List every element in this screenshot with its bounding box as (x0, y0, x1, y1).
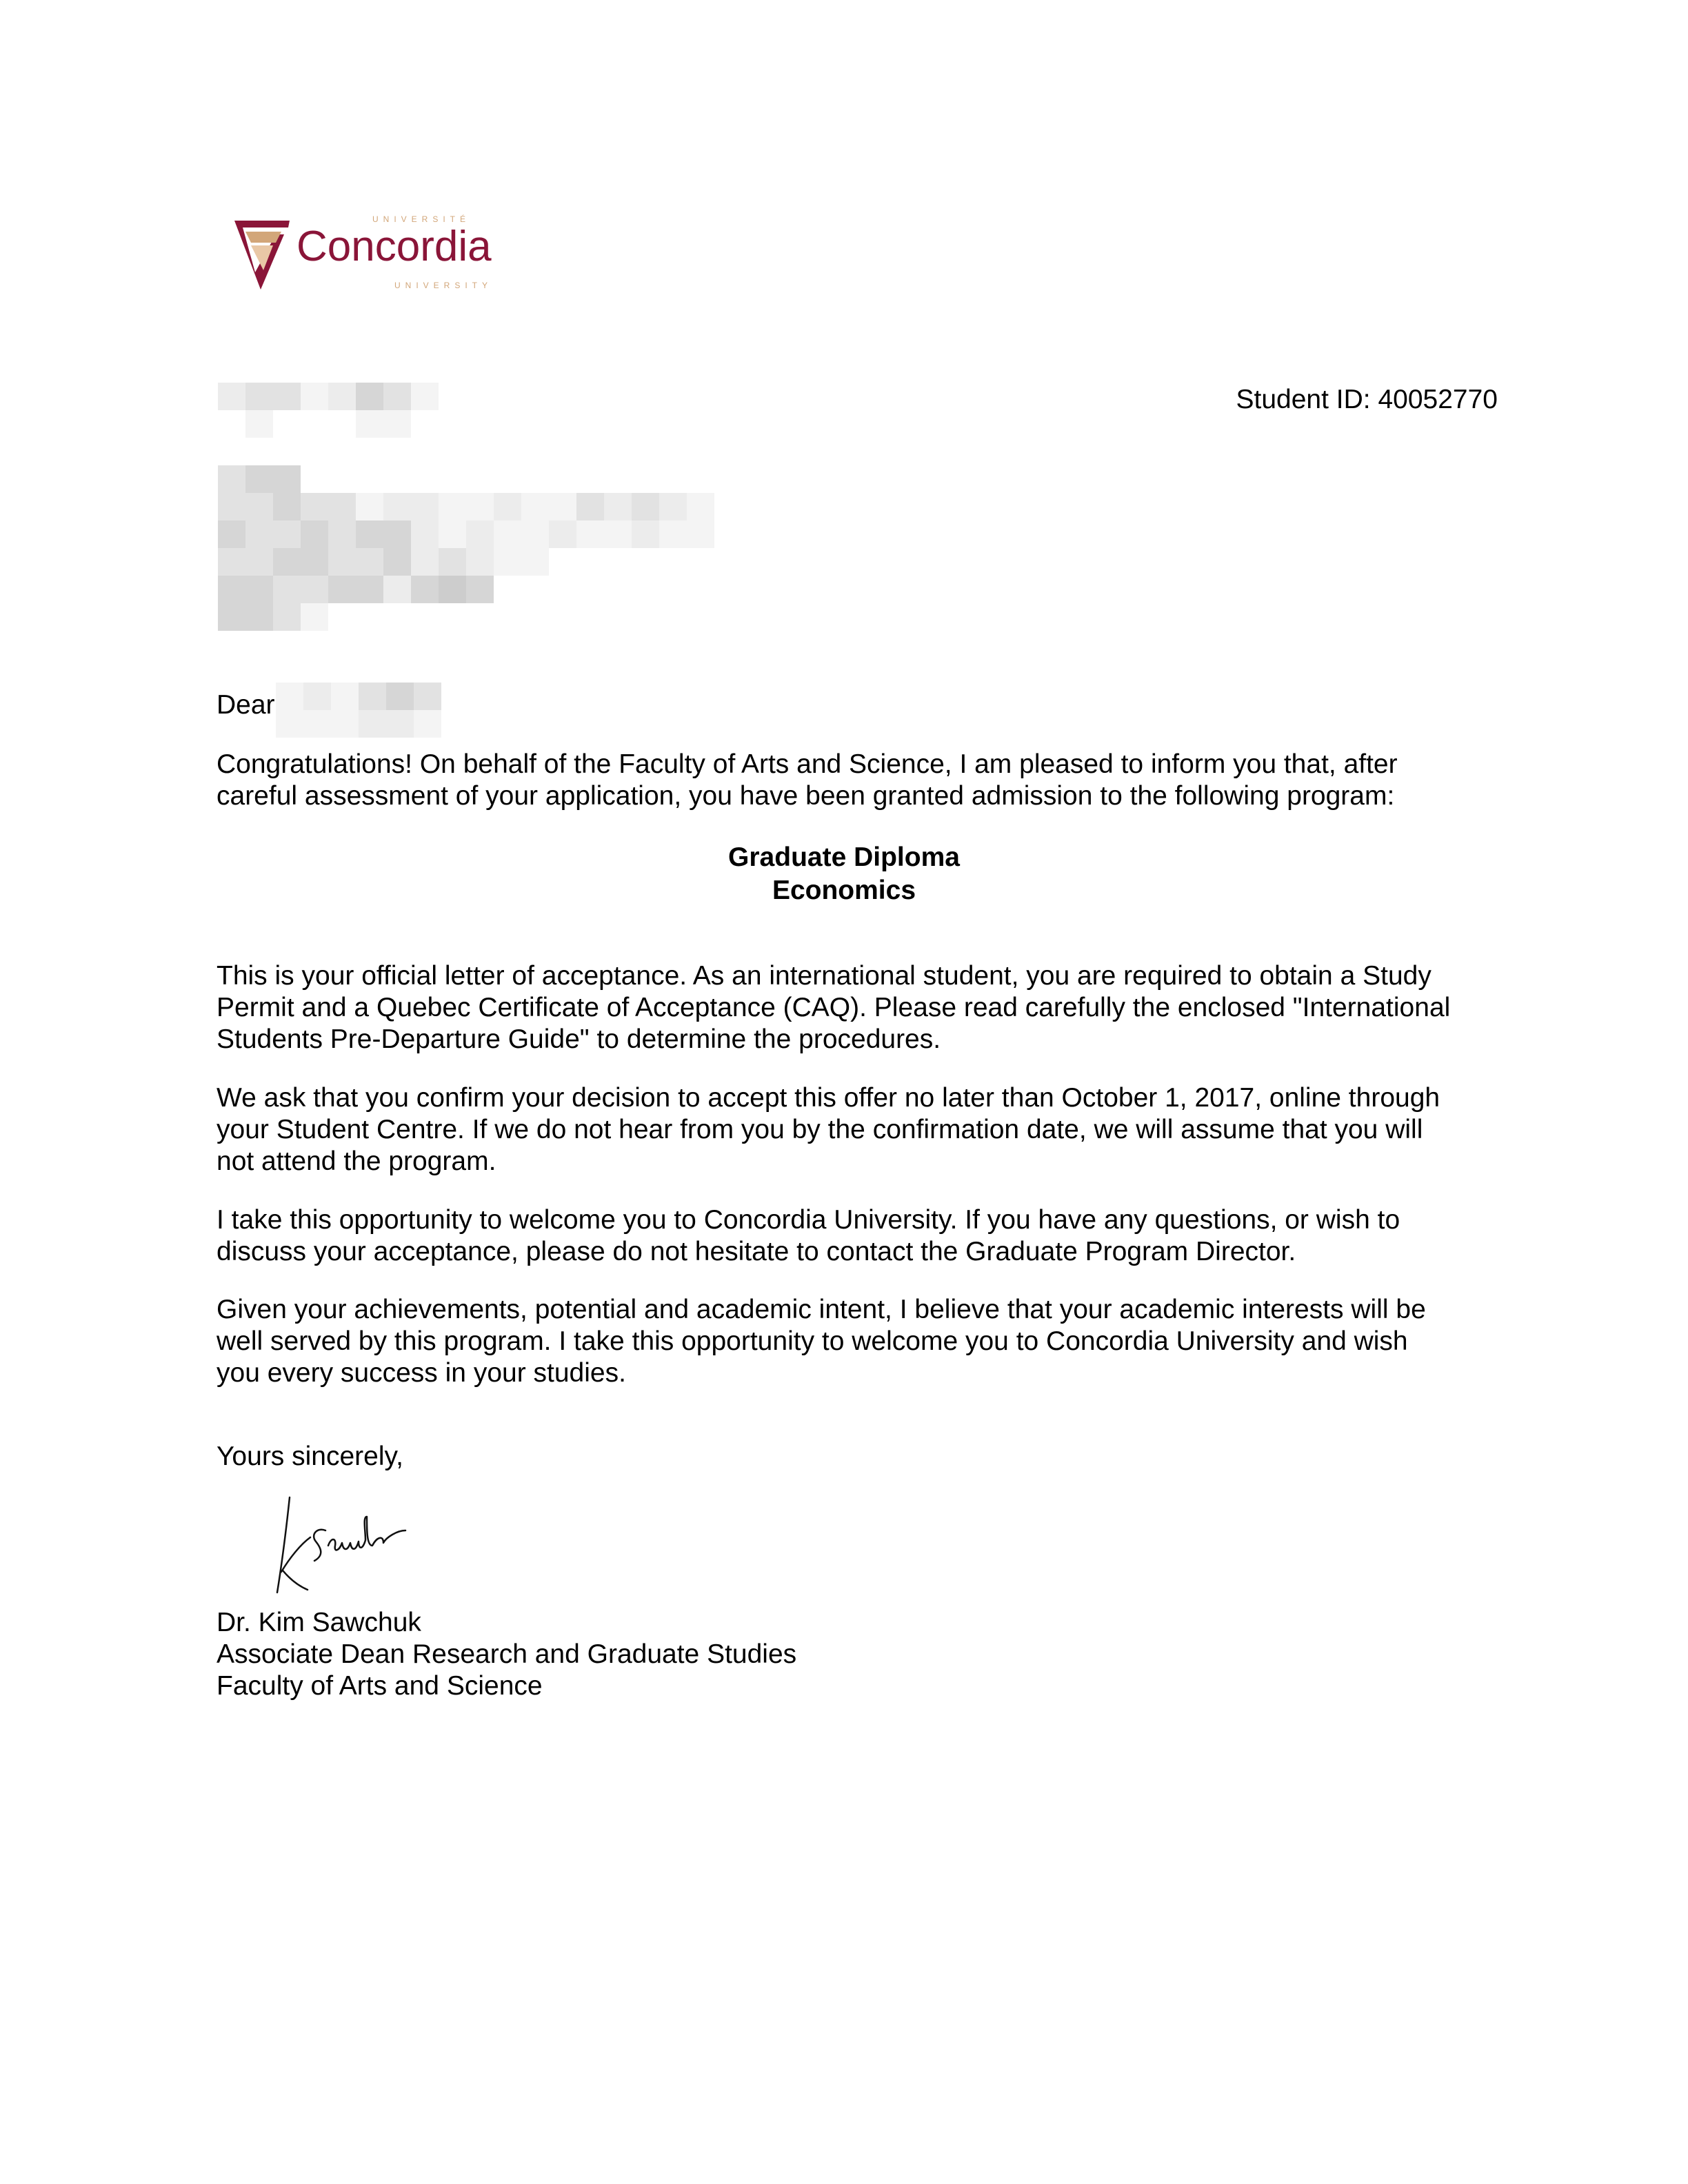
redaction-pixel (245, 548, 273, 576)
redaction-pixel (411, 383, 439, 410)
redaction-pixel (301, 383, 328, 410)
redaction-pixel (659, 465, 687, 493)
redaction-pixel (245, 576, 273, 603)
redaction-pixel (521, 548, 549, 576)
text-line: careful assessment of your application, you have been granted admission to the following program: (217, 781, 1395, 811)
redaction-pixel (331, 710, 359, 738)
redaction-pixel (466, 520, 494, 548)
redaction-pixel (273, 576, 301, 603)
redaction-pixel (659, 520, 687, 548)
redaction-pixel (439, 465, 466, 493)
redaction-pixel (359, 710, 386, 738)
redaction-pixel (439, 603, 466, 631)
redaction-pixel (383, 548, 411, 576)
text-line: your Student Centre. If we do not hear from you by the confirmation date, we will assume that you will (217, 1115, 1423, 1144)
redaction-pixel (687, 603, 714, 631)
redaction-pixel (273, 465, 301, 493)
redaction-pixel (386, 682, 414, 710)
redaction-pixel (466, 576, 494, 603)
svg-text:UNIVERSITY: UNIVERSITY (394, 281, 493, 290)
redacted-recipient-address (218, 465, 714, 631)
redaction-pixel (466, 465, 494, 493)
redaction-pixel (604, 520, 632, 548)
redaction-pixel (245, 493, 273, 520)
redaction-pixel (218, 410, 245, 438)
redaction-pixel (521, 520, 549, 548)
redaction-pixel (328, 410, 356, 438)
redaction-pixel (301, 520, 328, 548)
redaction-pixel (604, 548, 632, 576)
redaction-pixel (218, 548, 245, 576)
redaction-pixel (632, 520, 659, 548)
student-id: Student ID: 40052770 (1236, 385, 1498, 414)
redaction-pixel (273, 383, 301, 410)
redaction-pixel (383, 603, 411, 631)
redaction-pixel (383, 465, 411, 493)
redaction-pixel (245, 383, 273, 410)
redaction-pixel (328, 520, 356, 548)
redaction-pixel (411, 465, 439, 493)
redaction-pixel (273, 603, 301, 631)
redaction-pixel (576, 603, 604, 631)
text-line: We ask that you confirm your decision to accept this offer no later than October 1, 2017, online through (217, 1083, 1440, 1113)
redaction-pixel (549, 576, 576, 603)
redaction-pixel (303, 682, 331, 710)
text-line: Given your achievements, potential and academic intent, I believe that your academic interests will be (217, 1295, 1426, 1324)
redaction-pixel (301, 465, 328, 493)
redaction-pixel (521, 493, 549, 520)
redaction-pixel (328, 548, 356, 576)
redaction-pixel (549, 465, 576, 493)
redaction-pixel (328, 383, 356, 410)
redaction-pixel (604, 493, 632, 520)
redaction-pixel (576, 520, 604, 548)
redaction-pixel (218, 603, 245, 631)
redaction-pixel (521, 603, 549, 631)
text-line: Permit and a Quebec Certificate of Acceptance (CAQ). Please read carefully the enclosed "International (217, 993, 1451, 1022)
redaction-pixel (521, 465, 549, 493)
redaction-pixel (383, 493, 411, 520)
redaction-pixel (359, 682, 386, 710)
redaction-pixel (414, 682, 441, 710)
redaction-pixel (604, 465, 632, 493)
signature-block (217, 1607, 796, 1702)
text-line: Students Pre-Departure Guide" to determine the procedures. (217, 1024, 941, 1054)
redaction-pixel (245, 520, 273, 548)
redaction-pixel (466, 493, 494, 520)
text-line: discuss your acceptance, please do not hesitate to contact the Graduate Program Director. (217, 1237, 1296, 1266)
redaction-pixel (632, 576, 659, 603)
redaction-pixel (356, 548, 383, 576)
redacted-recipient-name (218, 383, 439, 438)
redaction-pixel (328, 603, 356, 631)
redaction-pixel (245, 603, 273, 631)
redaction-pixel (218, 383, 245, 410)
redaction-pixel (301, 576, 328, 603)
paragraph-confirmation (217, 1082, 1440, 1177)
redaction-pixel (356, 493, 383, 520)
redaction-pixel (414, 710, 441, 738)
redaction-pixel (466, 603, 494, 631)
redaction-pixel (356, 520, 383, 548)
redaction-pixel (301, 410, 328, 438)
redaction-pixel (328, 576, 356, 603)
redaction-pixel (411, 576, 439, 603)
redaction-pixel (245, 410, 273, 438)
redaction-pixel (576, 548, 604, 576)
redaction-pixel (576, 493, 604, 520)
redaction-pixel (383, 576, 411, 603)
text-line: well served by this program. I take this opportunity to welcome you to Concordia University and wish (217, 1326, 1408, 1356)
redaction-pixel (386, 710, 414, 738)
redaction-pixel (687, 465, 714, 493)
text-line: you every success in your studies. (217, 1358, 626, 1388)
redaction-pixel (439, 520, 466, 548)
redaction-pixel (356, 410, 383, 438)
redaction-pixel (245, 465, 273, 493)
redaction-pixel (218, 465, 245, 493)
paragraph-official-letter (217, 960, 1450, 1055)
redaction-pixel (659, 493, 687, 520)
redaction-pixel (411, 603, 439, 631)
redaction-pixel (356, 383, 383, 410)
redaction-pixel (356, 603, 383, 631)
closing: Yours sincerely, (217, 1442, 403, 1471)
salutation-word: Dear (217, 690, 275, 720)
redaction-pixel (276, 682, 303, 710)
redaction-pixel (356, 576, 383, 603)
redaction-pixel (549, 520, 576, 548)
redaction-pixel (218, 493, 245, 520)
text-line: not attend the program. (217, 1146, 496, 1176)
redaction-pixel (687, 548, 714, 576)
text-line: Congratulations! On behalf of the Faculty of Arts and Science, I am pleased to inform you that, after (217, 749, 1398, 779)
paragraph-achievements (217, 1294, 1426, 1389)
concordia-logo (228, 207, 559, 303)
redaction-pixel (273, 548, 301, 576)
salutation (217, 689, 275, 721)
redaction-pixel (383, 410, 411, 438)
redaction-pixel (303, 710, 331, 738)
redaction-pixel (632, 493, 659, 520)
redaction-pixel (328, 493, 356, 520)
redaction-pixel (632, 548, 659, 576)
redaction-pixel (494, 520, 521, 548)
redaction-pixel (273, 493, 301, 520)
redaction-pixel (356, 465, 383, 493)
redaction-pixel (494, 493, 521, 520)
program-degree: Graduate Diploma (728, 842, 960, 872)
signatory-name: Dr. Kim Sawchuk (217, 1608, 421, 1637)
redaction-pixel (439, 493, 466, 520)
text-line: This is your official letter of acceptance. As an international student, you are required to obtain a Study (217, 961, 1431, 991)
redaction-pixel (576, 576, 604, 603)
redaction-pixel (276, 710, 303, 738)
paragraph-welcome (217, 1204, 1400, 1268)
redaction-pixel (549, 603, 576, 631)
redaction-pixel (218, 576, 245, 603)
redaction-pixel (687, 576, 714, 603)
redaction-pixel (576, 465, 604, 493)
redaction-pixel (331, 682, 359, 710)
svg-text:Concordia: Concordia (297, 223, 492, 270)
paragraph-congratulations (217, 749, 1398, 812)
redaction-pixel (632, 603, 659, 631)
redaction-pixel (218, 520, 245, 548)
redaction-pixel (439, 548, 466, 576)
redaction-pixel (659, 603, 687, 631)
signatory-faculty: Faculty of Arts and Science (217, 1671, 543, 1701)
redaction-pixel (301, 548, 328, 576)
signatory-title: Associate Dean Research and Graduate Studies (217, 1639, 797, 1669)
redaction-pixel (494, 603, 521, 631)
redaction-pixel (687, 520, 714, 548)
redaction-pixel (411, 493, 439, 520)
text-line: I take this opportunity to welcome you to Concordia University. If you have any questions, or wish to (217, 1205, 1400, 1235)
redaction-pixel (411, 548, 439, 576)
redaction-pixel (328, 465, 356, 493)
redaction-pixel (466, 548, 494, 576)
redaction-pixel (383, 520, 411, 548)
redaction-pixel (411, 410, 439, 438)
redaction-pixel (521, 576, 549, 603)
handwritten-signature (262, 1489, 414, 1599)
redaction-pixel (659, 548, 687, 576)
redaction-pixel (494, 576, 521, 603)
redaction-pixel (273, 410, 301, 438)
redaction-pixel (632, 465, 659, 493)
redaction-pixel (411, 520, 439, 548)
redaction-pixel (494, 548, 521, 576)
redaction-pixel (301, 603, 328, 631)
redaction-pixel (301, 493, 328, 520)
redacted-greeting-name (276, 682, 441, 738)
program-field: Economics (772, 876, 916, 905)
redaction-pixel (273, 520, 301, 548)
program-title (0, 841, 1688, 907)
redaction-pixel (687, 493, 714, 520)
redaction-pixel (494, 465, 521, 493)
redaction-pixel (604, 576, 632, 603)
redaction-pixel (439, 576, 466, 603)
redaction-pixel (549, 548, 576, 576)
redaction-pixel (383, 383, 411, 410)
redaction-pixel (549, 493, 576, 520)
redaction-pixel (659, 576, 687, 603)
redaction-pixel (604, 603, 632, 631)
svg-text:UNIVERSITÉ: UNIVERSITÉ (372, 214, 471, 224)
